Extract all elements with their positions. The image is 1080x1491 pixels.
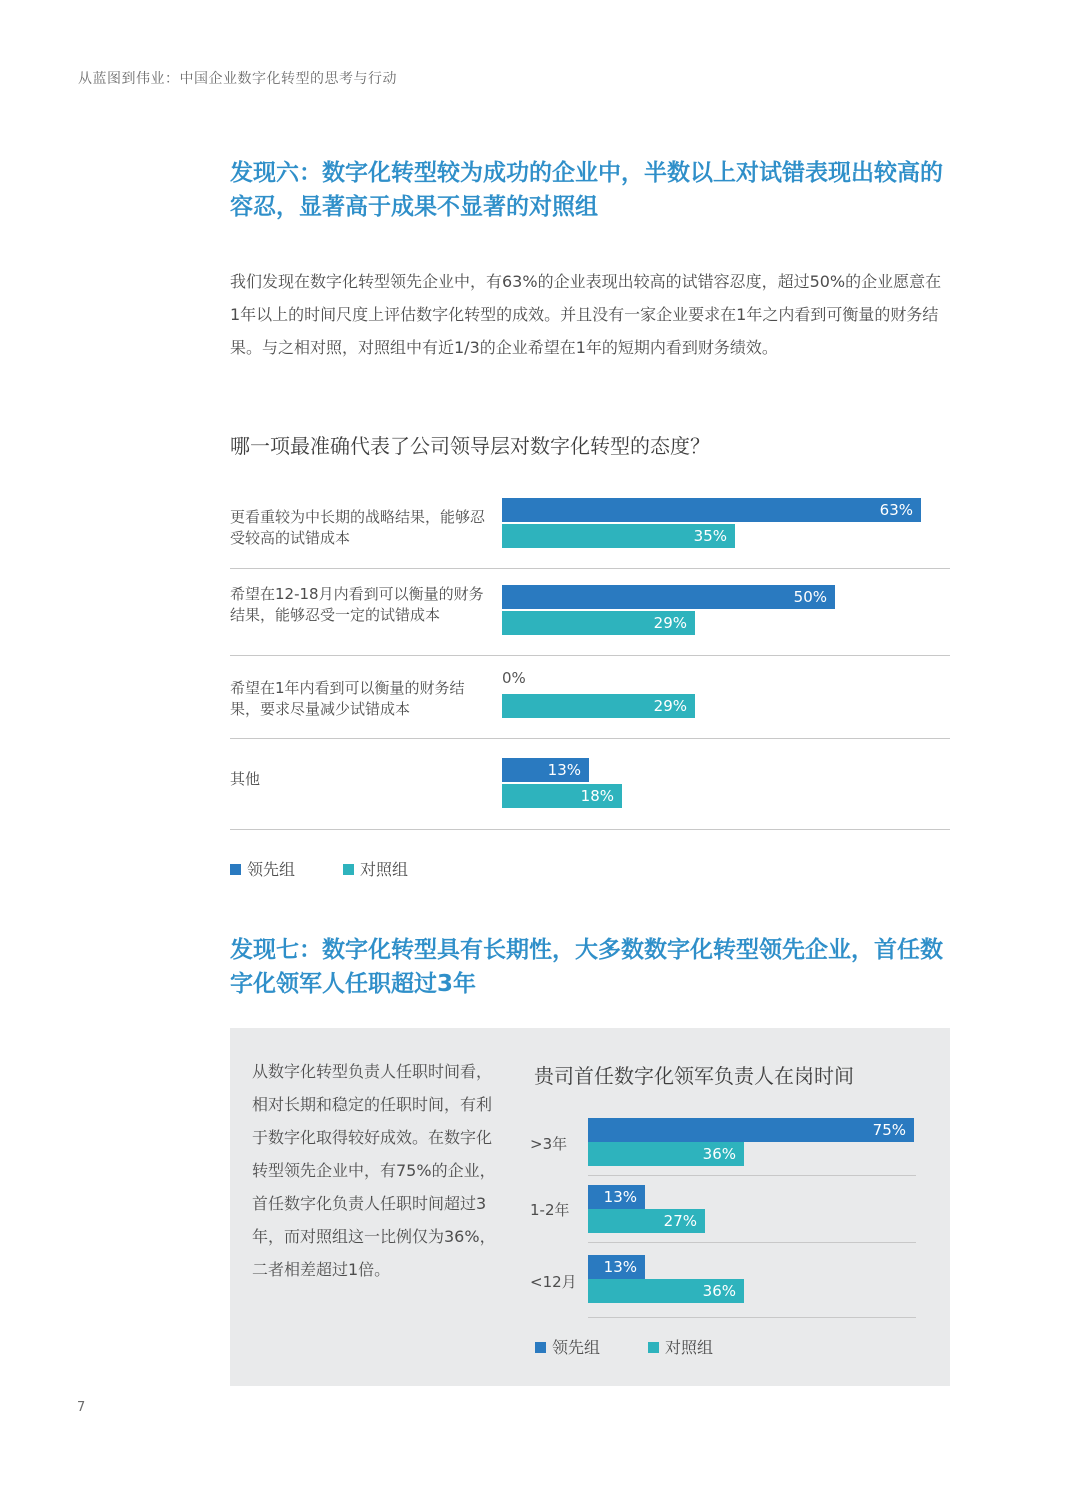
legend-item-control xyxy=(648,1335,713,1358)
bar-value-label: 18% xyxy=(580,787,614,805)
chart-row xyxy=(230,669,950,738)
legend-swatch-control xyxy=(648,1342,659,1353)
chart-row xyxy=(530,1255,1080,1317)
row-divider xyxy=(588,1242,916,1243)
row-divider xyxy=(230,829,950,830)
leadership-attitude-chart xyxy=(230,480,950,840)
finding-seven-title: 发现七：数字化转型具有长期性，大多数数字化转型领先企业，首任数字化领军人任职超过3年 xyxy=(230,937,943,997)
leader-tenure-chart xyxy=(530,1108,920,1323)
bar-value-label: 50% xyxy=(793,588,827,606)
chart-row xyxy=(230,584,950,655)
chart-one-title: 哪一项最准确代表了公司领导层对数字化转型的态度？ xyxy=(230,434,710,458)
legend-item-control xyxy=(343,857,408,880)
bar-value-label: 75% xyxy=(872,1121,906,1139)
row-divider xyxy=(230,655,950,656)
bar-value-label: 0% xyxy=(502,669,526,687)
bar-value-label: 36% xyxy=(702,1282,736,1300)
finding-six-title: 发现六：数字化转型较为成功的企业中，半数以上对试错表现出较高的容忍，显著高于成果不显著的对照组 xyxy=(230,160,943,220)
legend-label-control: 对照组 xyxy=(665,1338,714,1357)
legend-swatch-control xyxy=(343,864,354,875)
bar-value-label: 63% xyxy=(879,501,913,519)
chart-row xyxy=(530,1118,1080,1175)
row-divider xyxy=(588,1175,916,1176)
chart-row xyxy=(230,498,950,568)
category-label: <12月 xyxy=(530,1273,577,1291)
page-number: 7 xyxy=(77,1400,86,1415)
row-divider xyxy=(230,568,950,569)
category-label: 其他 xyxy=(230,770,261,788)
bar-value-label: 13% xyxy=(547,761,581,779)
chart-row xyxy=(530,1185,1080,1242)
legend-swatch-lead xyxy=(535,1342,546,1353)
bar-value-label: 27% xyxy=(663,1212,697,1230)
legend-item-lead xyxy=(535,1335,600,1358)
category-label: 希望在12-18月内看到可以衡量的财务结果，能够忍受一定的试错成本 xyxy=(230,585,484,624)
legend-label-lead: 领先组 xyxy=(247,860,296,879)
legend-swatch-lead xyxy=(230,864,241,875)
bar-value-label: 36% xyxy=(702,1145,736,1163)
category-label: >3年 xyxy=(530,1135,568,1153)
finding-seven-panel xyxy=(230,1028,950,1386)
category-label: 更看重较为中长期的战略结果，能够忍受较高的试错成本 xyxy=(230,508,486,547)
legend-label-control: 对照组 xyxy=(360,860,409,879)
bar-value-label: 35% xyxy=(693,527,727,545)
category-label: 1-2年 xyxy=(530,1201,570,1219)
chart-row xyxy=(230,755,950,829)
finding-seven-panel-text: 从数字化转型负责人任职时间看，相对长期和稳定的任职时间，有利于数字化取得较好成效。在数字化转型领先企业中，有75%的企业，首任数字化负责人任职时间超过3年，而对照组这一比例仅为36%，二者相差超过1倍。 xyxy=(252,1062,496,1279)
finding-six-body: 我们发现在数字化转型领先企业中，有63%的企业表现出较高的试错容忍度，超过50%的企业愿意在1年以上的时间尺度上评估数字化转型的成效。并且没有一家企业要求在1年之内看到可衡量的财务结果。与之相对照，对照组中有近1/3的企业希望在1年的短期内看到财务绩效。 xyxy=(230,272,942,357)
row-divider xyxy=(588,1317,916,1318)
legend-item-lead xyxy=(230,857,295,880)
row-divider xyxy=(230,738,950,739)
running-header: 从蓝图到伟业：中国企业数字化转型的思考与行动 xyxy=(78,71,397,87)
bar-value-label: 13% xyxy=(603,1258,637,1276)
bar-value-label: 13% xyxy=(603,1188,637,1206)
bar-value-label: 29% xyxy=(653,614,687,632)
category-label: 希望在1年内看到可以衡量的财务结果，要求尽量减少试错成本 xyxy=(230,679,465,718)
bar-value-label: 29% xyxy=(653,697,687,715)
chart-two-title: 贵司首任数字化领军负责人在岗时间 xyxy=(534,1064,854,1088)
legend-label-lead: 领先组 xyxy=(552,1338,601,1357)
